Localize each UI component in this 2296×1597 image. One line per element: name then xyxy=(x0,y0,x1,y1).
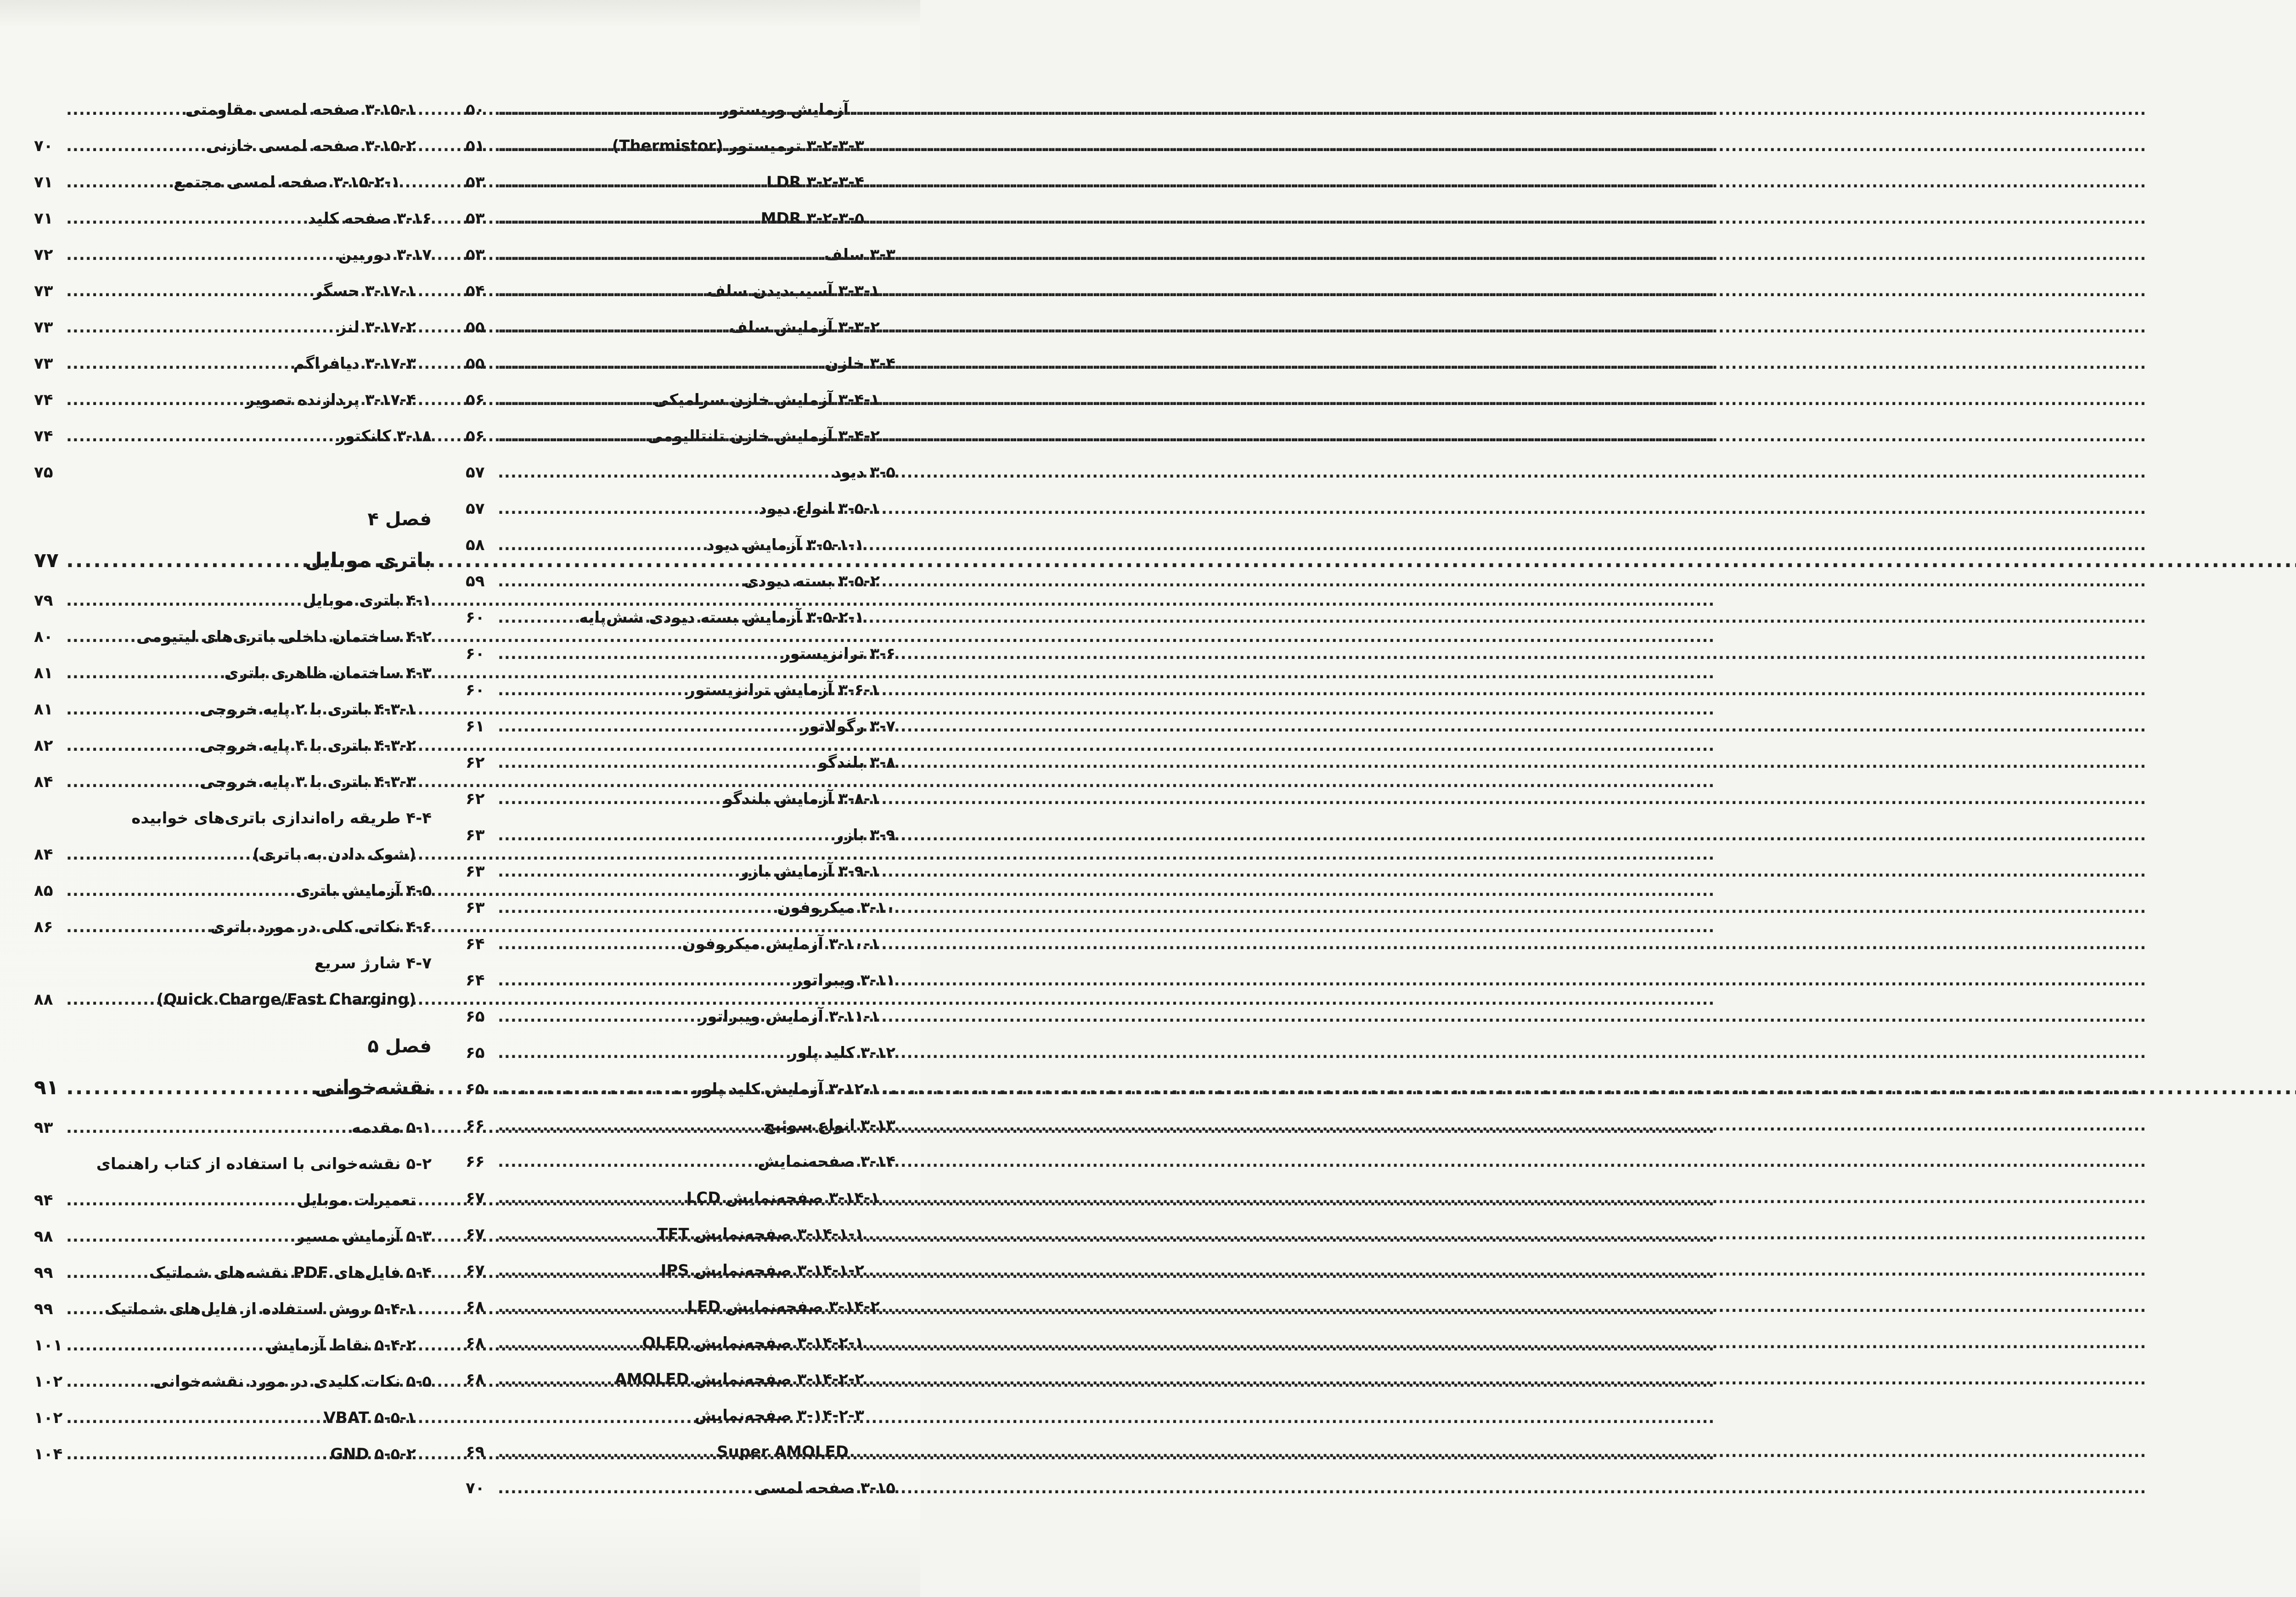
dot-leader xyxy=(66,692,200,728)
toc-page-number: ۷۵ xyxy=(34,463,53,482)
toc-entry-title: ۳-۶-۱ آزمایش ترانزیستور xyxy=(686,681,880,699)
toc-page-number: ۵۳ xyxy=(466,209,485,228)
toc-entry[interactable] xyxy=(32,692,432,728)
chapter-title-entry[interactable] xyxy=(32,539,432,583)
toc-entry[interactable] xyxy=(32,237,432,273)
dot-leader xyxy=(66,92,186,128)
toc-entry-title: ۳-۳-۲ آزمایش سلف xyxy=(729,318,880,337)
toc-entry-title: ۳-۱۴-۲-۲ صفحه‌نمایش AMOLED xyxy=(614,1370,864,1389)
dot-leader xyxy=(498,491,759,527)
toc-page-number: ۷۳ xyxy=(34,282,53,300)
toc-page-number: ۹۱ xyxy=(34,1076,59,1099)
dot-leader xyxy=(66,583,303,619)
dot-leader xyxy=(66,1182,298,1219)
toc-entry-title: ۵-۵-۲ GND xyxy=(330,1445,416,1463)
toc-entry-title: ۴-۳-۱ باتری با ۲ پایه خروجی xyxy=(199,700,416,719)
toc-entry[interactable] xyxy=(32,764,432,800)
toc-page-number: ۱۰۲ xyxy=(34,1409,63,1427)
toc-column-right xyxy=(464,92,895,1507)
toc-page-number: ۶۲ xyxy=(466,754,485,772)
toc-entry-title: ۳-۱۷ دوربین xyxy=(338,246,432,264)
toc-page-number: ۶۲ xyxy=(466,790,485,808)
dot-leader xyxy=(498,455,833,491)
toc-entry-title: ۳-۹-۱ آزمایش بازر xyxy=(740,862,880,881)
toc-page-number: ۹۸ xyxy=(34,1227,53,1246)
toc-page-number: ۶۴ xyxy=(466,935,485,953)
toc-entry-title: ۳-۴-۱ آزمایش خازن سرامیکی xyxy=(653,391,880,409)
toc-entry-title: ۳-۱۳ انواع سوئیچ xyxy=(764,1116,895,1135)
toc-entry-title: ۵-۴-۲ نقاط آزمایش xyxy=(266,1336,416,1355)
toc-entry[interactable] xyxy=(32,583,432,619)
toc-page-number: ۶۳ xyxy=(466,826,485,844)
toc-entry[interactable] xyxy=(32,418,432,455)
toc-entry-title: ۳-۳-۱ آسیب‌دیدن سلف xyxy=(707,282,880,300)
toc-entry-title: ۴-۱ باتری موبایل xyxy=(303,591,432,610)
dot-leader xyxy=(66,1110,352,1146)
toc-page-number: ۵۴ xyxy=(466,282,485,300)
toc-page-number: ۷۱ xyxy=(34,209,53,228)
toc-entry-title: نقشه‌خوانی xyxy=(314,1076,432,1099)
toc-page-number: ۱۰۴ xyxy=(34,1445,63,1463)
dot-leader xyxy=(66,728,200,764)
toc-page-number: ۶۳ xyxy=(466,899,485,917)
toc-entry[interactable] xyxy=(32,1146,432,1182)
dot-leader xyxy=(498,1035,788,1071)
toc-page-number: ۸۰ xyxy=(34,628,53,646)
toc-entry-title: ۳-۳ سلف xyxy=(824,246,895,264)
dot-leader xyxy=(66,619,136,655)
dot-leader xyxy=(66,128,206,164)
toc-entry[interactable] xyxy=(32,273,432,309)
dot-leader xyxy=(66,764,200,800)
toc-entry[interactable] xyxy=(464,455,895,491)
toc-entry-title: ۳-۱۵-۱ صفحه لمسی مقاومتی xyxy=(185,101,416,119)
toc-page-number: ۵۵ xyxy=(466,318,485,337)
toc-entry-title: ۳-۹ بازر xyxy=(834,826,895,844)
toc-page-number: ۸۶ xyxy=(34,918,53,936)
toc-entry-title: ۳-۱۵ صفحه لمسی xyxy=(754,1479,895,1497)
toc-entry-title: ۳-۱۲-۱ آزمایش کلید پاور xyxy=(693,1080,880,1098)
dot-leader xyxy=(66,164,174,201)
toc-page-number: ۷۴ xyxy=(34,391,53,409)
toc-entry[interactable] xyxy=(32,1364,432,1400)
toc-page-number: ۸۴ xyxy=(34,845,53,864)
dot-leader xyxy=(66,909,210,945)
dot-leader xyxy=(66,237,338,273)
toc-entry-title: ۵-۲ نقشه‌خوانی با استفاده از کتاب راهنمای xyxy=(96,1155,432,1173)
toc-entry-title: ۳-۱۰ میکروفون xyxy=(777,899,895,917)
toc-page-number: ۷۰ xyxy=(466,1479,485,1497)
toc-page-number: ۶۵ xyxy=(466,1044,485,1062)
toc-entry-title: ۳-۴ خازن xyxy=(825,354,895,373)
toc-entry-title: ۳-۱۷-۱ حسگر xyxy=(313,282,416,300)
toc-entry-title: ۳-۱۴-۲ صفحه‌نمایش LED xyxy=(687,1298,880,1316)
toc-page-number: ۹۹ xyxy=(34,1264,53,1282)
toc-entry-title: ۳-۸-۱ آزمایش بلندگو xyxy=(723,790,880,808)
toc-entry-title: ۳-۵-۱ انواع دیود xyxy=(759,500,880,518)
dot-leader xyxy=(66,382,246,418)
toc-entry[interactable] xyxy=(32,982,432,1018)
toc-entry-title: تعمیرات موبایل xyxy=(297,1191,416,1209)
dot-leader xyxy=(66,1364,153,1400)
dot-leader xyxy=(66,346,293,382)
dot-leader xyxy=(66,418,336,455)
toc-page-number: ۸۲ xyxy=(34,737,53,755)
toc-entry[interactable] xyxy=(32,455,432,491)
toc-page-number: ۹۴ xyxy=(34,1191,53,1209)
chapter-heading: فصل ۵ xyxy=(367,1036,432,1057)
toc-page-number: ۶۳ xyxy=(466,862,485,881)
toc-page-number: ۵۶ xyxy=(466,391,485,409)
toc-entry-title: ۳-۱۴-۱-۱ صفحه‌نمایش TFT xyxy=(657,1225,864,1243)
toc-page-number: ۹۹ xyxy=(34,1300,53,1318)
toc-entry-title: ۴-۷ شارژ سریع xyxy=(314,954,432,973)
toc-entry-title: ۳-۱۵-۲-۱ صفحه لمسی مجتمع xyxy=(173,173,400,191)
dot-leader xyxy=(498,1470,754,1507)
toc-entry[interactable] xyxy=(32,201,432,237)
toc-page-number: ۵۶ xyxy=(466,427,485,445)
toc-page-number: ۸۱ xyxy=(34,700,53,719)
toc-page-number: ۶۱ xyxy=(466,717,485,736)
toc-page-number: ۵۳ xyxy=(466,173,485,191)
toc-page-number: ۷۳ xyxy=(34,354,53,373)
toc-entry-title: ۳-۷ رگولاتور xyxy=(800,717,895,736)
toc-entry[interactable] xyxy=(32,837,432,873)
toc-entry[interactable] xyxy=(32,1255,432,1291)
toc-entry-title: ۳-۶ ترانزیستور xyxy=(781,645,895,663)
toc-entry-title: ۳-۱۷-۳ دیافراگم xyxy=(293,354,416,373)
toc-entry-title: ۳-۲-۳-۴ LDR xyxy=(766,173,864,191)
toc-entry-title: ۵-۱ مقدمه xyxy=(351,1119,432,1137)
toc-page-number: ۶۶ xyxy=(466,1153,485,1171)
toc-entry-title: ۳-۱۴ صفحه‌نمایش xyxy=(758,1153,895,1171)
toc-entry-title: ۳-۱۷-۲ لنز xyxy=(338,318,416,337)
toc-page-number: ۶۷ xyxy=(466,1189,485,1207)
toc-entry-title: (شوک دادن به باتری) xyxy=(253,845,416,864)
toc-entry-title: ۴-۳-۲ باتری با ۴ پایه خروجی xyxy=(199,737,416,755)
toc-page-number: ۷۲ xyxy=(34,246,53,264)
toc-entry-title: ۳-۲-۳-۵ MDR xyxy=(760,209,864,228)
toc-page-number: ۵۰ xyxy=(466,101,485,119)
toc-entry[interactable] xyxy=(32,728,432,764)
dot-leader xyxy=(66,1255,149,1291)
toc-entry[interactable] xyxy=(32,1110,432,1146)
toc-entry-title: ۳-۱۱ ویبراتور xyxy=(793,971,895,990)
toc-entry-title: ۳-۱۴-۱ صفحه‌نمایش LCD xyxy=(686,1189,880,1207)
toc-entry-title: ۳-۴-۲ آزمایش خازن تانتالیومی xyxy=(647,427,880,445)
toc-entry-title: ۳-۸ بلندگو xyxy=(818,754,895,772)
toc-entry-title: باتری موبایل xyxy=(304,549,432,572)
toc-entry-title: ۵-۳ آزمایش مسیر xyxy=(296,1227,432,1246)
toc-page-number: ۶۵ xyxy=(466,1080,485,1098)
dot-leader xyxy=(66,1066,315,1110)
toc-entry[interactable] xyxy=(32,800,432,837)
toc-page-number: ۶۸ xyxy=(466,1334,485,1352)
toc-page-number: ۶۶ xyxy=(466,1116,485,1135)
toc-entry[interactable] xyxy=(32,873,432,909)
dot-leader xyxy=(498,1144,758,1180)
toc-page-number: ۵۱ xyxy=(466,137,485,155)
toc-entry-title: ۴-۴ طریقه راه‌اندازی باتری‌های خوابیده xyxy=(131,809,432,827)
book-page xyxy=(0,0,920,1597)
toc-page-number: ۷۴ xyxy=(34,427,53,445)
toc-entry-title: ۳-۱۴-۱-۲ صفحه‌نمایش IPS xyxy=(660,1261,864,1280)
toc-entry-title: ۵-۵ نکات کلیدی در مورد نقشه‌خوانی xyxy=(153,1372,432,1391)
toc-entry-title: (Quick Charge/Fast Charging) xyxy=(156,990,416,1009)
toc-entry-title: ۳-۵-۱-۱ آزمایش دیود xyxy=(706,536,864,554)
toc-entry[interactable] xyxy=(32,1327,432,1364)
toc-column-left xyxy=(32,92,432,1473)
toc-entry-title: ۵-۴ فایل‌های PDF نقشه‌های شماتیک xyxy=(149,1264,432,1282)
toc-entry[interactable] xyxy=(32,346,432,382)
toc-page-number: ۹۳ xyxy=(34,1119,53,1137)
toc-entry[interactable] xyxy=(32,619,432,655)
toc-page-number: ۷۷ xyxy=(34,549,59,572)
toc-page-number: ۶۹ xyxy=(466,1443,485,1461)
toc-page-number: ۱۰۱ xyxy=(34,1336,63,1355)
toc-entry[interactable] xyxy=(32,655,432,692)
toc-entry[interactable] xyxy=(32,1291,432,1327)
dot-leader xyxy=(66,201,308,237)
dot-leader xyxy=(66,1327,267,1364)
toc-page-number: ۷۰ xyxy=(34,137,53,155)
toc-page-number: ۶۴ xyxy=(466,971,485,990)
dot-leader xyxy=(66,1219,296,1255)
toc-entry[interactable] xyxy=(32,164,432,201)
dot-leader xyxy=(66,873,296,909)
chapter-title-entry[interactable] xyxy=(32,1066,432,1110)
toc-entry-title: ۳-۱۶ صفحه کلید xyxy=(308,209,432,228)
toc-entry-title: ۳-۵ دیود xyxy=(833,463,895,482)
toc-entry-title: ۴-۲ ساختمان داخلی باتری‌های لیتیومی xyxy=(136,628,432,646)
toc-entry[interactable] xyxy=(32,1436,432,1473)
dot-leader xyxy=(66,837,253,873)
toc-entry-title: ۳-۵-۲ بسته دیودی xyxy=(743,572,880,590)
toc-entry[interactable] xyxy=(32,1400,432,1436)
toc-page-number: ۶۸ xyxy=(466,1370,485,1389)
toc-page-number: ۶۷ xyxy=(466,1225,485,1243)
toc-page-number: ۶۸ xyxy=(466,1298,485,1316)
toc-page-number: ۷۹ xyxy=(34,591,53,610)
dot-leader xyxy=(66,273,314,309)
toc-entry[interactable] xyxy=(32,1182,432,1219)
toc-entry-title: ۳-۲-۳-۳ ترمیستور (Thermistor) xyxy=(612,137,864,155)
toc-entry-title: ۳-۱۴-۲-۱ صفحه‌نمایش OLED xyxy=(642,1334,864,1352)
dot-leader xyxy=(66,1436,330,1473)
dot-leader xyxy=(66,309,338,346)
toc-page-number: ۵۹ xyxy=(466,572,485,590)
toc-entry-title: ۳-۱۴-۲-۳ صفحه‌نمایش xyxy=(694,1406,864,1425)
toc-page-number: ۸۴ xyxy=(34,773,53,791)
dot-leader xyxy=(66,539,305,583)
toc-page-number: ۱۰۲ xyxy=(34,1372,63,1391)
toc-entry[interactable] xyxy=(464,1144,895,1180)
dot-leader xyxy=(66,655,224,692)
toc-entry-title: ۴-۶ نکاتی کلی در مورد باتری xyxy=(210,918,432,936)
dot-leader xyxy=(66,1291,105,1327)
toc-entry-title: ۳-۱۷-۴ پردازنده تصویر xyxy=(245,391,416,409)
toc-entry[interactable] xyxy=(464,491,895,527)
toc-entry-title: ۵-۴-۱ روش استفاده از فایل‌های شماتیک xyxy=(104,1300,416,1318)
toc-entry[interactable] xyxy=(464,1035,895,1071)
toc-page-number: ۶۵ xyxy=(466,1007,485,1026)
toc-page-number: ۵۷ xyxy=(466,500,485,518)
toc-page-number: ۵۸ xyxy=(466,536,485,554)
toc-page-number: ۵۵ xyxy=(466,354,485,373)
toc-entry-title: آزمایش وریستور xyxy=(720,101,849,119)
chapter-heading: فصل ۴ xyxy=(367,509,432,530)
toc-entry-title: ۳-۱۰-۱ آزمایش میکروفون xyxy=(682,935,880,953)
toc-entry[interactable] xyxy=(32,1219,432,1255)
toc-entry[interactable] xyxy=(32,382,432,418)
toc-page-number: ۶۰ xyxy=(466,681,485,699)
toc-entry-title: ۴-۳ ساختمان ظاهری باتری xyxy=(224,664,432,682)
toc-page-number: ۸۵ xyxy=(34,882,53,900)
toc-entry[interactable] xyxy=(464,1470,895,1507)
toc-entry-title: ۳-۱۸ کانکتور xyxy=(336,427,432,445)
toc-entry[interactable] xyxy=(32,309,432,346)
toc-entry-title: ۳-۱۱-۱ آزمایش ویبراتور xyxy=(698,1007,880,1026)
dot-leader xyxy=(66,1400,324,1436)
toc-entry[interactable] xyxy=(32,945,432,982)
toc-entry[interactable] xyxy=(32,92,432,128)
toc-page-number: ۵۷ xyxy=(466,463,485,482)
toc-entry-title: ۳-۱۲ کلید پاور xyxy=(788,1044,895,1062)
dot-leader xyxy=(66,982,157,1018)
toc-page-number: ۶۰ xyxy=(466,645,485,663)
toc-entry-title: ۴-۳-۳ باتری با ۳ پایه خروجی xyxy=(199,773,416,791)
toc-entry[interactable] xyxy=(32,128,432,164)
toc-page-number: ۵۳ xyxy=(466,246,485,264)
toc-entry-title: Super AMOLED xyxy=(717,1443,849,1461)
toc-entry[interactable] xyxy=(32,909,432,945)
toc-page-number: ۷۱ xyxy=(34,173,53,191)
toc-entry-title: ۳-۱۵-۲ صفحه لمسی خازنی xyxy=(206,137,416,155)
toc-entry-title: ۳-۵-۲-۱ آزمایش بسته دیودی شش‌پایه xyxy=(579,608,864,627)
toc-page-number: ۸۸ xyxy=(34,990,53,1009)
toc-page-number: ۶۰ xyxy=(466,608,485,627)
toc-entry-title: ۵-۵-۱ VBAT xyxy=(323,1409,416,1427)
toc-page-number: ۷۳ xyxy=(34,318,53,337)
toc-page-number: ۸۱ xyxy=(34,664,53,682)
toc-entry-title: ۴-۵ آزمایش باتری xyxy=(296,882,432,900)
toc-page-number: ۶۷ xyxy=(466,1261,485,1280)
